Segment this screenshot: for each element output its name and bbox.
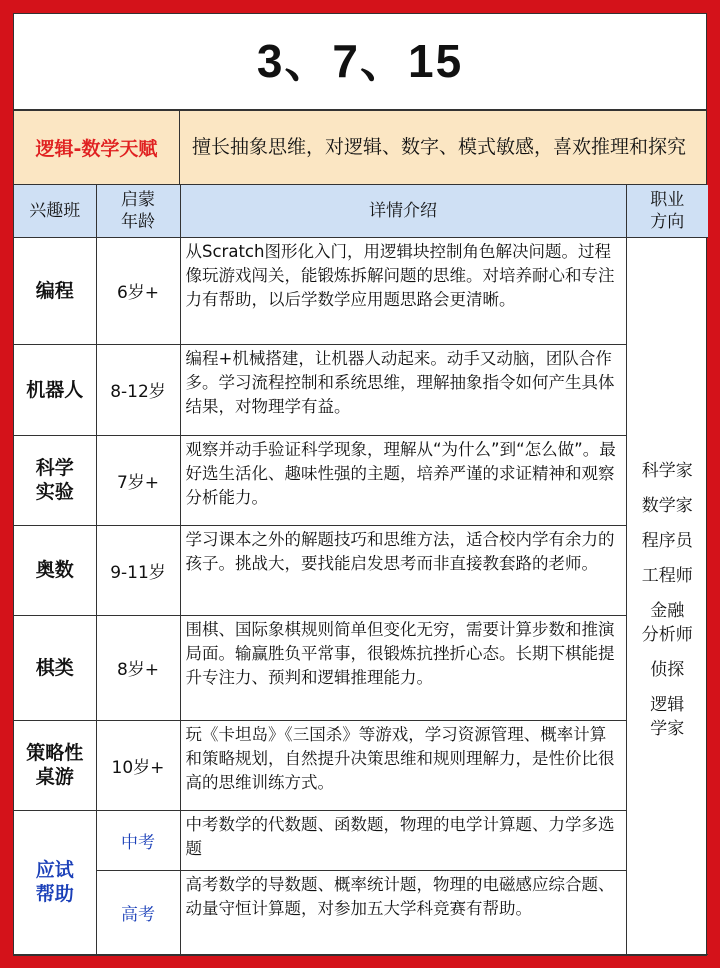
career-directions bbox=[626, 237, 708, 954]
table-header-row bbox=[14, 185, 708, 237]
start-age: 10岁+ bbox=[96, 720, 180, 810]
class-detail: 观察并动手验证科学现象，理解从“为什么”到“怎么做”。最好选生活化、趣味性强的主题，培养严谨的求证精神和观察分析能力。 bbox=[180, 435, 626, 525]
exam-level: 中考 bbox=[96, 810, 180, 870]
start-age: 8-12岁 bbox=[96, 344, 180, 435]
header-detail: 详情介绍 bbox=[180, 185, 626, 237]
class-table bbox=[14, 185, 708, 955]
career-item: 逻辑 学家 bbox=[650, 695, 685, 739]
career-item: 侦探 bbox=[650, 660, 685, 680]
info-sheet bbox=[13, 13, 707, 956]
career-item: 程序员 bbox=[641, 531, 693, 551]
career-item: 数学家 bbox=[641, 496, 693, 516]
exam-level: 高考 bbox=[96, 870, 180, 954]
table-row bbox=[14, 525, 708, 615]
class-detail: 编程+机械搭建，让机器人动起来。动手又动脑，团队合作多。学习流程控制和系统思维，理解抽象指令如何产生具体结果，对物理学有益。 bbox=[180, 344, 626, 435]
class-detail: 学习课本之外的解题技巧和思维方法，适合校内学有余力的孩子。挑战大，要找能启发思考而非直接教套路的老师。 bbox=[180, 525, 626, 615]
class-name: 科学 实验 bbox=[14, 435, 96, 525]
start-age: 6岁+ bbox=[96, 237, 180, 344]
talent-row bbox=[14, 111, 706, 185]
page-title: 3、7、15 bbox=[14, 14, 706, 111]
talent-description: 擅长抽象思维，对逻辑、数字、模式敏感，喜欢推理和探究 bbox=[192, 136, 687, 158]
exam-row bbox=[14, 870, 708, 954]
exam-detail: 高考数学的导数题、概率统计题，物理的电磁感应综合题、动量守恒计算题，对参加五大学科竞赛有帮助。 bbox=[180, 870, 626, 954]
table-row bbox=[14, 615, 708, 720]
exam-detail: 中考数学的代数题、函数题，物理的电学计算题、力学多选题 bbox=[180, 810, 626, 870]
class-name: 策略性 桌游 bbox=[14, 720, 96, 810]
class-name: 机器人 bbox=[14, 344, 96, 435]
table-row bbox=[14, 237, 708, 344]
exam-row bbox=[14, 810, 708, 870]
table-row bbox=[14, 435, 708, 525]
career-item: 金融 分析师 bbox=[641, 601, 693, 645]
header-career: 职业 方向 bbox=[626, 185, 708, 237]
career-item: 工程师 bbox=[641, 566, 693, 586]
table-row bbox=[14, 344, 708, 435]
class-name: 奥数 bbox=[14, 525, 96, 615]
career-item: 科学家 bbox=[641, 461, 693, 481]
class-name: 棋类 bbox=[14, 615, 96, 720]
class-detail: 从Scratch图形化入门，用逻辑块控制角色解决问题。过程像玩游戏闯关，能锻炼拆解问题的思维。对培养耐心和专注力有帮助，以后学数学应用题思路会更清晰。 bbox=[180, 237, 626, 344]
start-age: 7岁+ bbox=[96, 435, 180, 525]
class-detail: 围棋、国际象棋规则简单但变化无穷，需要计算步数和推演局面。输赢胜负平常事，很锻炼抗挫折心态。长期下棋能提升专注力、预判和逻辑推理能力。 bbox=[180, 615, 626, 720]
start-age: 9-11岁 bbox=[96, 525, 180, 615]
class-name: 编程 bbox=[14, 237, 96, 344]
class-detail: 玩《卡坦岛》《三国杀》等游戏，学习资源管理、概率计算和策略规划，自然提升决策思维和规则理解力，是性价比很高的思维训练方式。 bbox=[180, 720, 626, 810]
talent-label: 逻辑-数学天赋 bbox=[14, 111, 180, 184]
header-class: 兴趣班 bbox=[14, 185, 96, 237]
start-age: 8岁+ bbox=[96, 615, 180, 720]
table-row bbox=[14, 720, 708, 810]
header-age: 启蒙 年龄 bbox=[96, 185, 180, 237]
exam-help-label: 应试 帮助 bbox=[14, 810, 96, 954]
